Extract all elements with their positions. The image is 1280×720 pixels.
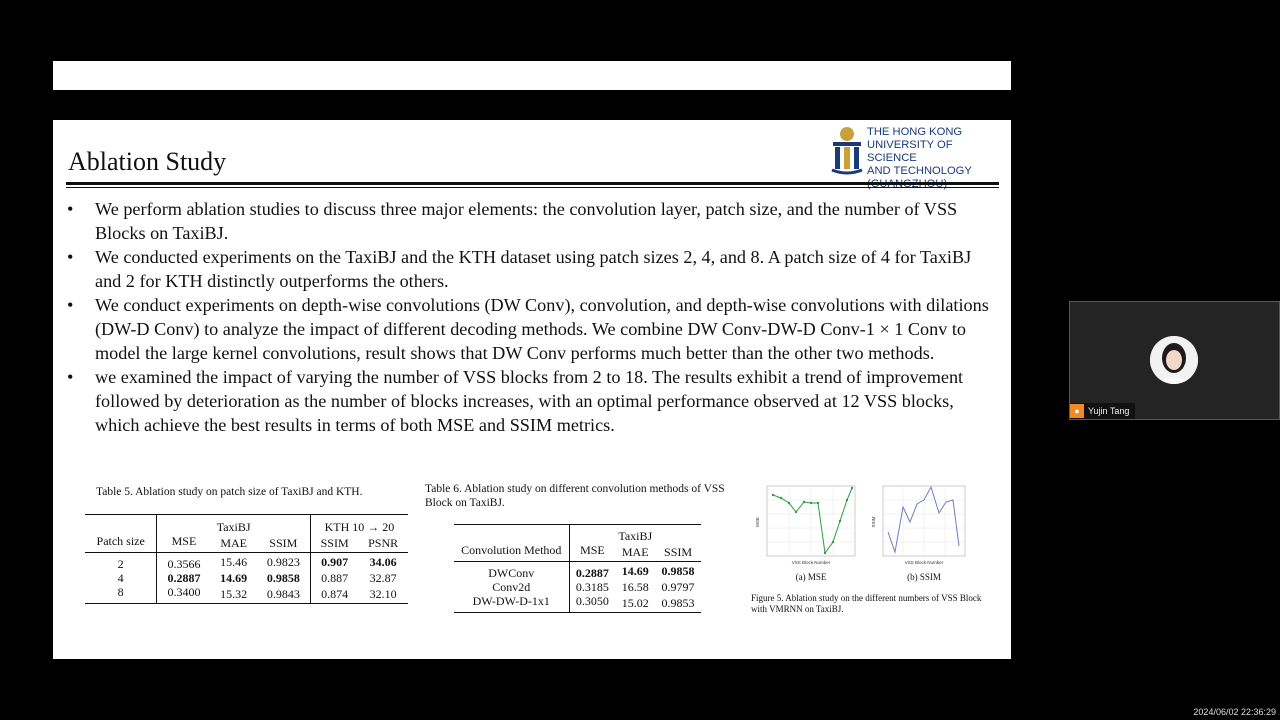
table-cell: 0.2887 bbox=[569, 562, 615, 581]
table6-header: SSIM bbox=[664, 545, 693, 559]
figure5b-caption: (b) SSIM bbox=[907, 572, 941, 582]
table-cell: 0.9858 bbox=[661, 564, 695, 578]
table-cell: 0.3566 bbox=[157, 553, 211, 572]
figure5a-mse-plot bbox=[755, 486, 855, 582]
table-cell: 15.46 bbox=[220, 555, 248, 569]
table5-header: SSIM bbox=[310, 534, 358, 553]
table5-header: SSIM bbox=[269, 536, 298, 550]
table6-header: MSE bbox=[569, 543, 615, 562]
table-cell: 0.3050 bbox=[569, 594, 615, 613]
table6-caption: Table 6. Ablation study on different convolution methods of VSS Block on TaxiBJ. bbox=[425, 483, 725, 509]
bullet-item: • We perform ablation studies to discuss three major elements: the convolution layer, patch size, and the number of VSS Blocks on TaxiBJ. bbox=[67, 197, 997, 245]
participant-name: Yujin Tang bbox=[1088, 406, 1130, 416]
title-rule bbox=[66, 182, 999, 185]
person-avatar-icon bbox=[1150, 336, 1198, 384]
figure5a-caption: (a) MSE bbox=[795, 572, 827, 582]
table-cell: 14.69 bbox=[220, 571, 248, 585]
table6-header: Convolution Method bbox=[461, 543, 562, 557]
table-row bbox=[454, 594, 701, 613]
table-cell: 8 bbox=[117, 585, 124, 599]
table-row bbox=[454, 580, 701, 594]
table-cell: 34.06 bbox=[369, 555, 397, 569]
bullet-item: • We conducted experiments on the TaxiBJ and the KTH dataset using patch sizes 2, 4, and 8. A patch size of 4 for TaxiBJ and 2 for KTH distinctly outperforms the others. bbox=[67, 245, 997, 293]
table-cell: 15.02 bbox=[621, 596, 649, 610]
participant-avatar bbox=[1150, 336, 1198, 384]
table-cell: 0.9858 bbox=[266, 571, 300, 585]
table5-header: PSNR bbox=[368, 536, 399, 550]
table-cell: 32.87 bbox=[369, 571, 397, 585]
logo-line: THE HONG KONG bbox=[867, 126, 963, 138]
figure5-plots bbox=[753, 482, 968, 582]
figure5b-xlabel: VSS Block Number bbox=[904, 560, 944, 565]
table-cell: 0.9797 bbox=[661, 580, 695, 594]
table-row bbox=[85, 585, 408, 604]
table-row bbox=[454, 562, 701, 581]
figure5b-ylabel: SSIM bbox=[871, 516, 876, 528]
table5-group-taxibj: TaxiBJ bbox=[157, 515, 311, 535]
hkust-emblem-icon bbox=[830, 126, 864, 176]
table-cell: 0.9853 bbox=[661, 596, 695, 610]
logo-line: AND TECHNOLOGY bbox=[867, 165, 972, 177]
participant-name-bar bbox=[1070, 403, 1135, 419]
university-logo bbox=[830, 124, 1000, 176]
table5-header: MAE bbox=[220, 536, 247, 550]
table-cell: 15.32 bbox=[220, 587, 248, 601]
figure5-caption: Figure 5. Ablation study on the different numbers of VSS Block with VMRNN on TaxiBJ. bbox=[751, 593, 982, 614]
table5-caption: Table 5. Ablation study on patch size of TaxiBJ and KTH. bbox=[96, 486, 363, 498]
table-cell: 0.2887 bbox=[157, 571, 211, 585]
table-cell: 0.907 bbox=[310, 553, 358, 572]
top-white-bar bbox=[53, 61, 1011, 90]
table5-header: MSE bbox=[157, 534, 211, 553]
table5-group-kth: KTH 10 → 20 bbox=[310, 515, 408, 535]
participant-video-tile[interactable] bbox=[1069, 301, 1280, 420]
table-cell: 0.9823 bbox=[266, 555, 300, 569]
title-rule-thin bbox=[66, 187, 999, 188]
logo-line: UNIVERSITY OF SCIENCE bbox=[867, 139, 953, 164]
table6-group-taxibj: TaxiBJ bbox=[569, 525, 701, 544]
table-row bbox=[85, 571, 408, 585]
table-cell: 0.874 bbox=[310, 585, 358, 604]
slide-title: Ablation Study bbox=[68, 147, 227, 176]
microphone-icon: ● bbox=[1070, 404, 1084, 418]
table-cell: DWConv bbox=[488, 566, 535, 580]
table-cell: 0.3400 bbox=[157, 585, 211, 604]
bullet-item: • We conduct experiments on depth-wise convolutions (DW Conv), convolution, and depth-wise convolutions with dilations (DW-D Conv) to analyze the impact of different decoding methods. We combine DW Conv-DW-D Conv-1 × 1 Conv to model the large kernel convolutions, result shows that DW Conv performs much better than the other two methods. bbox=[67, 293, 997, 365]
table6 bbox=[454, 524, 701, 613]
bullet-item: • we examined the impact of varying the number of VSS blocks from 2 to 18. The results exhibit a trend of improvement followed by deterioration as the number of blocks increases, with an optimal performance observed at 12 VSS blocks, which achieve the best results in terms of both MSE and SSIM metrics. bbox=[67, 365, 997, 437]
table-cell: 0.9843 bbox=[266, 587, 300, 601]
table-row bbox=[85, 553, 408, 572]
table-cell: 2 bbox=[117, 557, 124, 571]
timestamp: 2024/06/02 22:36:29 bbox=[1193, 707, 1276, 717]
table-cell: 4 bbox=[117, 571, 124, 585]
table-cell: DW-DW-D-1x1 bbox=[472, 594, 550, 608]
table-cell: 32.10 bbox=[369, 587, 397, 601]
table5-header: Patch size bbox=[96, 534, 145, 548]
slide bbox=[53, 120, 1011, 659]
table6-header: MAE bbox=[621, 545, 649, 559]
figure5b-ssim-plot bbox=[871, 486, 965, 582]
table-cell: 0.887 bbox=[310, 571, 358, 585]
figure5a-ylabel: MSE bbox=[755, 517, 760, 527]
table-cell: 14.69 bbox=[621, 564, 649, 578]
table-cell: Conv2d bbox=[492, 580, 531, 594]
table-cell: 0.3185 bbox=[569, 580, 615, 594]
figure5a-xlabel: VSS Block Number bbox=[791, 560, 831, 565]
table5 bbox=[85, 514, 408, 604]
table-cell: 16.58 bbox=[621, 580, 649, 594]
bullet-list bbox=[67, 197, 997, 437]
